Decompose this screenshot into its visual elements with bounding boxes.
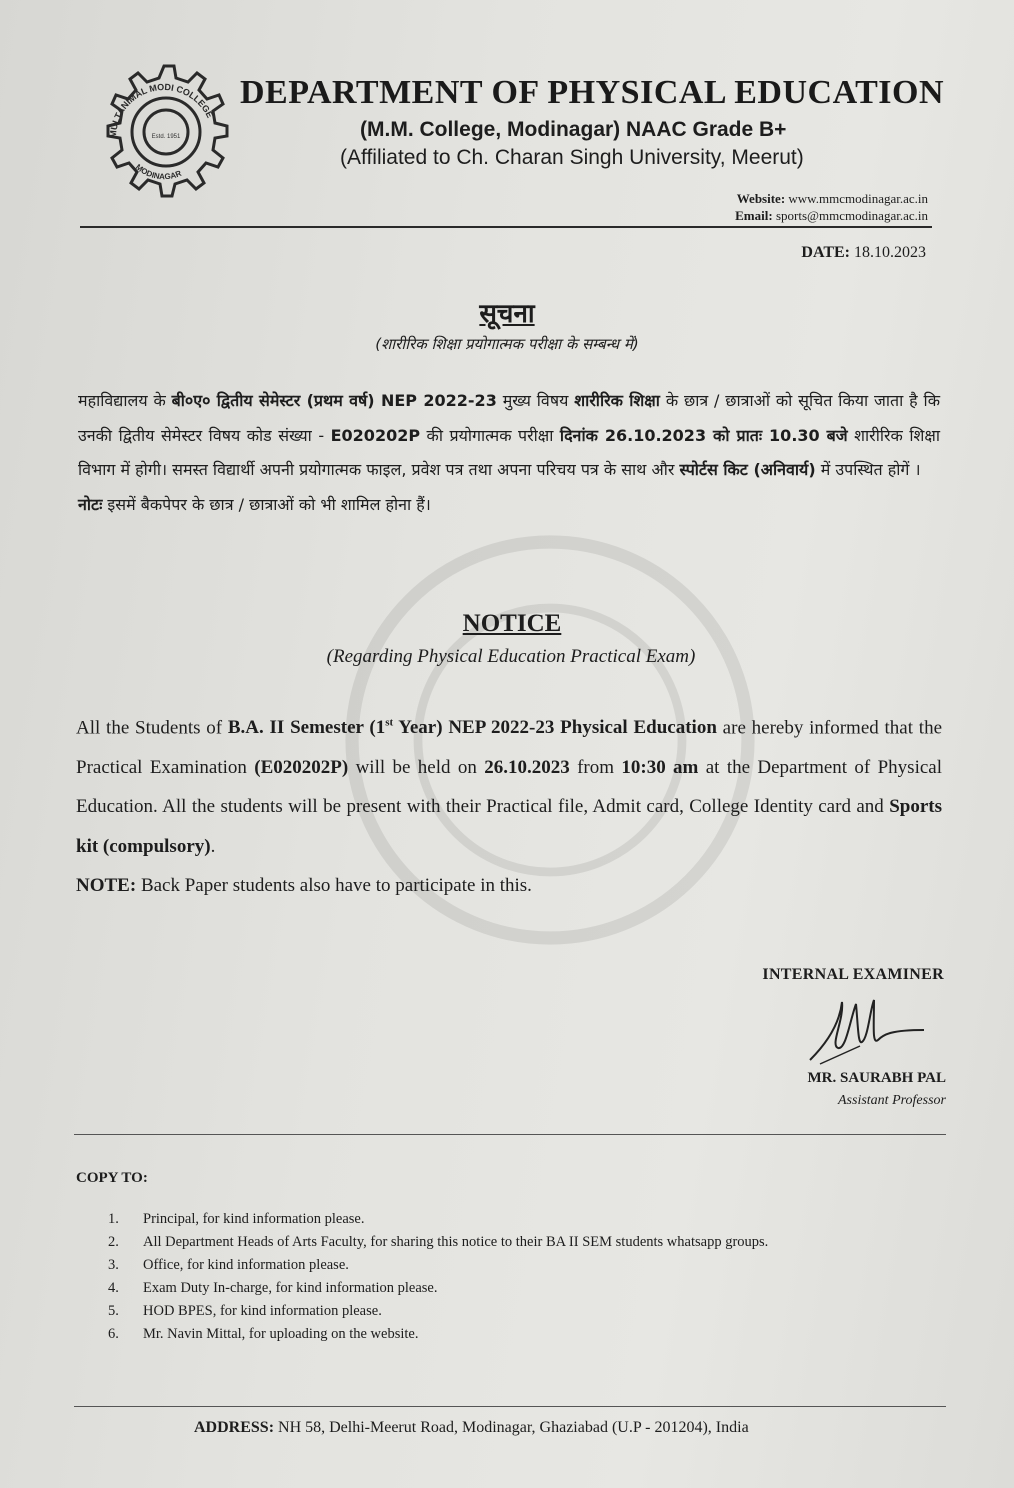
address-label: ADDRESS: <box>194 1419 275 1436</box>
hindi-body <box>78 384 940 522</box>
hindi-text: दिनांक 26.10.2023 को प्रातः 10.30 बजे <box>559 425 848 445</box>
hindi-text: मुख्य विषय <box>496 391 575 410</box>
website-link[interactable]: www.mmcmodinagar.ac.in <box>788 191 928 206</box>
college-logo-icon <box>84 58 244 218</box>
english-text: B.A. II Semester (1 <box>227 717 386 739</box>
hindi-text: के छात्र / छात्राओं को सूचित किया जाता है कि उनकी द्वितीय सेमेस्टर विषय कोड संख्या - <box>78 391 940 445</box>
english-heading: NOTICE <box>462 610 562 637</box>
hindi-text: शारीरिक शिक्षा <box>574 391 660 410</box>
list-item-text: Office, for kind information please. <box>143 1257 349 1273</box>
email-link[interactable]: sports@mmcmodinagar.ac.in <box>775 208 928 223</box>
hindi-heading: सूचना <box>479 299 535 329</box>
english-text: 26.10.2023 <box>484 756 570 778</box>
date-label: DATE: <box>801 244 850 261</box>
footer-divider <box>74 1406 946 1407</box>
address-text: NH 58, Delhi-Meerut Road, Modinagar, Ghaziabad (U.P - 201204), India <box>274 1419 749 1436</box>
contact-block <box>735 190 928 224</box>
english-text: from <box>569 756 622 778</box>
logo-estd-text: Estd. 1951 <box>151 134 181 140</box>
section-divider <box>74 1134 946 1135</box>
logo-ring-text: MULTANIMAL MODI COLLEGE <box>107 81 216 139</box>
notice-date <box>801 244 926 262</box>
college-name: (M.M. College, Modinagar) NAAC Grade B+ <box>360 118 787 141</box>
hindi-subheading: (शारीरिक शिक्षा प्रयोगात्मक परीक्षा के सम्बन्ध में) <box>375 335 639 353</box>
hindi-note-label: नोटः <box>78 494 103 514</box>
footer-address <box>194 1419 749 1437</box>
list-item-number: 2. <box>108 1234 119 1250</box>
english-sup: st <box>385 717 394 729</box>
hindi-text: में उपस्थित होगें । <box>815 460 921 479</box>
signatory-name: MR. SAURABH PAL <box>807 1070 946 1086</box>
english-text: . <box>210 835 216 857</box>
list-item-text: All Department Heads of Arts Faculty, for sharing this notice to their BA II SEM students whatsapp groups. <box>143 1234 769 1250</box>
hindi-text: महाविद्यालय के <box>78 391 172 410</box>
website-label: Website: <box>736 191 786 206</box>
english-text: All the Students of <box>76 717 228 739</box>
copy-to-list <box>108 1208 928 1346</box>
hindi-text: E020202P <box>330 425 421 445</box>
english-text: (E020202P) <box>254 756 349 778</box>
signatory-designation: Assistant Professor <box>838 1093 946 1108</box>
email-label: Email: <box>735 208 773 223</box>
list-item <box>108 1208 928 1231</box>
hindi-note-text: इसमें बैकपेपर के छात्र / छात्राओं को भी शामिल होना हैं। <box>102 494 431 514</box>
list-item-text: Principal, for kind information please. <box>143 1211 365 1227</box>
english-text: Year) NEP 2022-23 Physical Education <box>393 717 717 739</box>
hindi-text: शारीरिक शिक्षा विभाग में होगी। समस्त विद्यार्थी अपनी प्रयोगात्मक फाइल, प्रवेश पत्र तथा अपना परिचय पत्र के साथ और <box>78 425 940 479</box>
list-item-number: 6. <box>108 1326 119 1342</box>
list-item <box>108 1277 928 1300</box>
copy-to-label: COPY TO: <box>76 1170 148 1186</box>
english-text: at the Department of Physical Education. All the students will be present with their Practical file, Admit card, College Identity card and <box>76 756 943 818</box>
english-text: will be held on <box>348 756 485 778</box>
list-item-text: HOD BPES, for kind information please. <box>143 1303 382 1319</box>
english-text: 10:30 am <box>621 756 699 778</box>
examiner-heading: INTERNAL EXAMINER <box>762 966 944 983</box>
department-title: DEPARTMENT OF PHYSICAL EDUCATION <box>240 74 945 111</box>
list-item <box>108 1254 928 1277</box>
list-item-number: 5. <box>108 1303 119 1319</box>
list-item-number: 4. <box>108 1280 119 1296</box>
english-body <box>76 704 942 906</box>
logo-bottom-text: MODINAGAR <box>133 162 183 182</box>
header-divider <box>80 226 932 228</box>
english-text: are hereby informed that the Practical Examination <box>76 717 943 778</box>
list-item <box>108 1323 928 1346</box>
signature-icon <box>800 990 940 1070</box>
list-item-number: 3. <box>108 1257 119 1273</box>
hindi-text: स्पोर्टस किट (अनिवार्य) <box>679 460 816 479</box>
list-item-text: Exam Duty In-charge, for kind information please. <box>143 1280 438 1296</box>
english-note-text: Back Paper students also have to participate in this. <box>136 875 532 897</box>
english-note-label: NOTE: <box>76 875 137 897</box>
hindi-text: बी०ए० द्वितीय सेमेस्टर (प्रथम वर्ष) NEP 2022-23 <box>171 391 497 410</box>
list-item-text: Mr. Navin Mittal, for uploading on the website. <box>143 1326 419 1342</box>
list-item <box>108 1300 928 1323</box>
list-item-number: 1. <box>108 1211 119 1227</box>
affiliation: (Affiliated to Ch. Charan Singh University, Meerut) <box>340 146 804 169</box>
english-text: Sports kit (compulsory) <box>76 796 942 857</box>
hindi-text: की प्रयोगात्मक परीक्षा <box>420 425 560 445</box>
english-subheading: (Regarding Physical Education Practical Exam) <box>326 646 696 667</box>
list-item <box>108 1231 928 1254</box>
date-value: 18.10.2023 <box>854 244 926 261</box>
